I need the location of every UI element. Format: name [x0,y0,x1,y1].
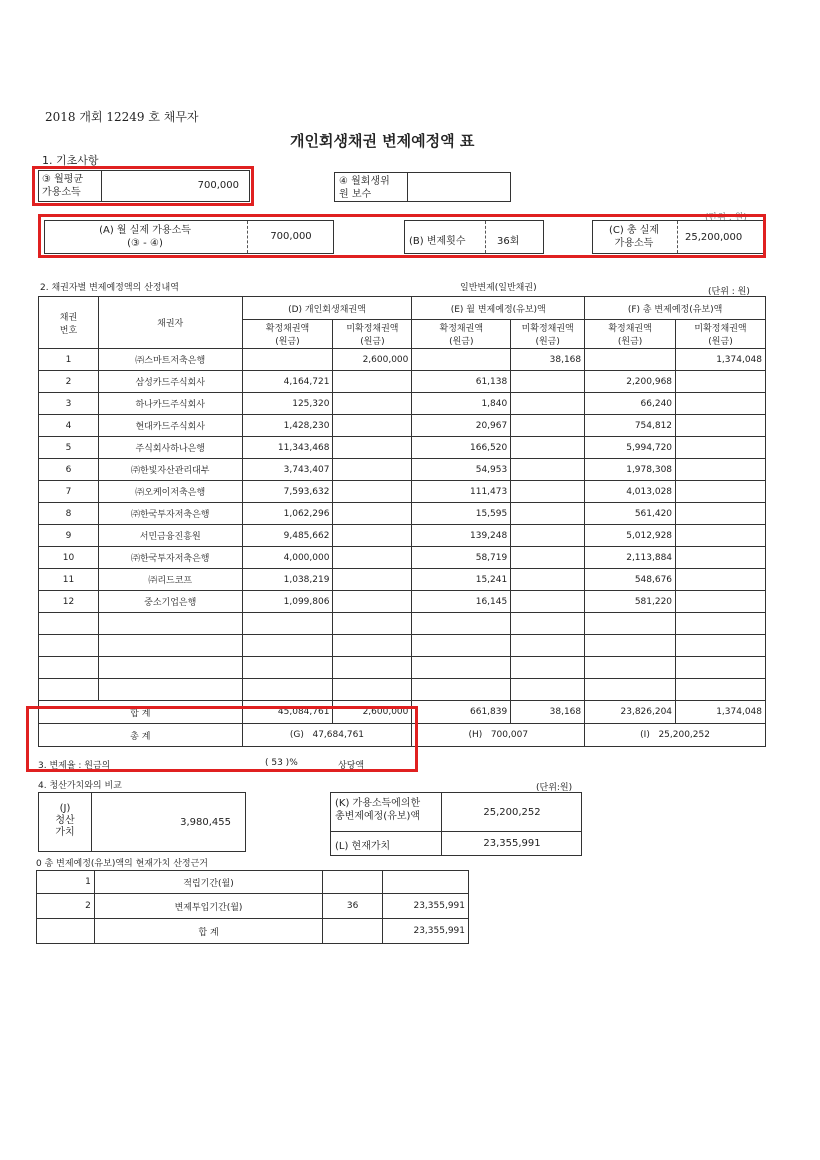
income-value: 700,000 [197,180,239,191]
pv-row2-no: 2 [37,894,95,919]
total-label: 총 계 [39,724,243,747]
cell-creditor: ㈜오케이저축은행 [98,481,242,503]
cell-f-confirmed: 4,013,028 [585,481,676,503]
cell-d-unconfirmed [333,459,412,481]
cell-d-confirmed: 1,062,296 [242,503,333,525]
j-box [38,792,246,852]
cell-creditor: ㈜스마트저축은행 [98,349,242,371]
cell-d-unconfirmed [333,569,412,591]
cell-e-confirmed: 16,145 [412,591,511,613]
total-i [585,724,766,747]
cell-no: 5 [39,437,99,459]
cell-f-confirmed [585,349,676,371]
cell-f-unconfirmed [676,525,766,547]
cell-f-unconfirmed [676,503,766,525]
k-label: (K) 가용소득에의한 총변제예정(유보)액 [335,798,421,822]
cell-f-confirmed: 2,200,968 [585,371,676,393]
highlight-totals [26,706,418,772]
pv-row1-value [383,871,469,894]
cell-f-unconfirmed [676,437,766,459]
cell-no: 1 [39,349,99,371]
cell-creditor: ㈜한국투자저축은행 [98,503,242,525]
cell-e-confirmed: 58,719 [412,547,511,569]
table-row [39,547,766,569]
sum-f-confirmed: 23,826,204 [585,701,676,724]
col-header-d: (D) 개인회생채권액 [242,297,412,320]
cell-e-unconfirmed [511,437,585,459]
unit-label-2: (단위 : 원) [708,287,750,297]
table-row [39,679,766,701]
cell-f-unconfirmed [676,591,766,613]
table-row [39,569,766,591]
cell-f-confirmed: 5,994,720 [585,437,676,459]
cell-d-confirmed: 1,038,219 [242,569,333,591]
cell-e-unconfirmed [511,635,585,657]
cell-e-unconfirmed [511,459,585,481]
cell-f-confirmed: 2,113,884 [585,547,676,569]
cell-e-confirmed: 111,473 [412,481,511,503]
cell-creditor: 서민금융진흥원 [98,525,242,547]
cell-e-confirmed [412,349,511,371]
cell-e-unconfirmed [511,525,585,547]
cell-d-unconfirmed [333,591,412,613]
j-value: 3,980,455 [180,817,231,828]
cell-d-confirmed [242,349,333,371]
cell-d-unconfirmed [333,503,412,525]
cell-e-confirmed [412,635,511,657]
cell-d-unconfirmed: 2,600,000 [333,349,412,371]
table-row [39,613,766,635]
cell-f-unconfirmed [676,371,766,393]
cell-f-unconfirmed [676,569,766,591]
cell-d-confirmed: 11,343,468 [242,437,333,459]
section2-subtitle: 일반변제(일반채권) [460,283,537,293]
cell-d-confirmed: 4,000,000 [242,547,333,569]
pv-row1-label: 적립기간(월) [94,871,322,894]
col-header-f-confirmed: 확정채권액 (원금) [585,320,676,349]
page-title: 개인회생채권 변제예정액 표 [290,132,475,150]
table-row [39,437,766,459]
table-row [39,393,766,415]
section5-title: 0 총 변제예정(유보)액의 현재가치 산정근거 [36,859,208,869]
cell-creditor [98,679,242,701]
pv-row2-value: 23,355,991 [383,894,469,919]
cell-e-unconfirmed [511,415,585,437]
cell-no: 6 [39,459,99,481]
cell-d-confirmed [242,679,333,701]
cell-e-confirmed [412,679,511,701]
cell-d-confirmed: 4,164,721 [242,371,333,393]
l-label: (L) 현재가치 [335,841,391,852]
cell-e-confirmed [412,613,511,635]
cell-no: 2 [39,371,99,393]
sum-e-unconfirmed: 38,168 [511,701,585,724]
cell-no: 7 [39,481,99,503]
highlight-income [32,166,254,206]
col-header-creditor: 채권자 [98,297,242,349]
pv-row3-count [323,919,383,944]
cell-f-confirmed: 754,812 [585,415,676,437]
cell-no: 4 [39,415,99,437]
cell-e-unconfirmed [511,679,585,701]
cell-f-confirmed [585,635,676,657]
cell-e-confirmed: 15,241 [412,569,511,591]
total-h [412,724,585,747]
pv-row3-value: 23,355,991 [383,919,469,944]
cell-f-unconfirmed [676,415,766,437]
unit-label-1: (단위 : 원) [705,213,747,223]
cell-creditor: 중소기업은행 [98,591,242,613]
table-row [39,503,766,525]
cell-f-unconfirmed: 1,374,048 [676,349,766,371]
cell-e-unconfirmed [511,481,585,503]
present-value-table [36,870,469,944]
sum-e-confirmed: 661,839 [412,701,511,724]
col-header-no: 채권 번호 [39,297,99,349]
cell-d-confirmed: 1,099,806 [242,591,333,613]
cell-e-confirmed: 54,953 [412,459,511,481]
cell-e-unconfirmed: 38,168 [511,349,585,371]
col-header-e-unconfirmed: 미확정채권액 (원금) [511,320,585,349]
cell-f-confirmed: 581,220 [585,591,676,613]
cell-d-confirmed: 3,743,407 [242,459,333,481]
g-label: (G) [289,730,304,740]
section3-rate: ( 53 )% [265,758,298,768]
trustee-label: ④ 월회생위 원 보수 [339,176,390,200]
cell-d-confirmed [242,635,333,657]
cell-d-unconfirmed [333,481,412,503]
cell-f-unconfirmed [676,547,766,569]
cell-d-confirmed [242,657,333,679]
cell-no: 9 [39,525,99,547]
cell-e-unconfirmed [511,393,585,415]
table-row [39,657,766,679]
cell-d-unconfirmed [333,547,412,569]
cell-f-unconfirmed [676,613,766,635]
cell-no [39,679,99,701]
cell-creditor [98,657,242,679]
cell-f-confirmed: 548,676 [585,569,676,591]
cell-creditor [98,613,242,635]
cell-creditor [98,635,242,657]
table-row [39,415,766,437]
trustee-box [334,172,511,202]
cell-f-confirmed [585,679,676,701]
cell-e-confirmed: 20,967 [412,415,511,437]
cell-d-confirmed: 1,428,230 [242,415,333,437]
cell-f-confirmed: 5,012,928 [585,525,676,547]
col-header-f: (F) 총 변제예정(유보)액 [585,297,766,320]
unit-label-4: (단위:원) [536,783,573,793]
cell-e-unconfirmed [511,657,585,679]
cell-creditor: 주식회사하나은행 [98,437,242,459]
col-header-e-confirmed: 확정채권액 (원금) [412,320,511,349]
c-label: (C) 총 실제 가용소득 [608,225,660,249]
cell-d-confirmed: 7,593,632 [242,481,333,503]
cell-creditor: ㈜리드코프 [98,569,242,591]
col-header-d-confirmed: 확정채권액 (원금) [242,320,333,349]
cell-d-confirmed: 125,320 [242,393,333,415]
cell-f-unconfirmed [676,657,766,679]
income-label: ③ 월평균 가용소득 [42,174,84,198]
b-value: 36회 [497,236,520,247]
kl-box [330,792,582,856]
sum-f-unconfirmed: 1,374,048 [676,701,766,724]
cell-no: 11 [39,569,99,591]
b-label: (B) 변제횟수 [409,236,466,247]
cell-no [39,613,99,635]
cell-no: 8 [39,503,99,525]
cell-e-confirmed: 15,595 [412,503,511,525]
cell-d-confirmed [242,613,333,635]
table-row [39,635,766,657]
case-number-line: 2018 개회 12249 호 채무자 [45,110,199,124]
pv-row1-no: 1 [37,871,95,894]
cell-d-unconfirmed [333,657,412,679]
pv-row3-label: 합 계 [94,919,322,944]
cell-d-unconfirmed [333,525,412,547]
cell-d-unconfirmed [333,635,412,657]
col-header-d-unconfirmed: 미확정채권액 (원금) [333,320,412,349]
sum-d-confirmed: 45,084,761 [242,701,333,724]
l-value: 23,355,991 [483,838,541,849]
cell-d-unconfirmed [333,371,412,393]
pv-row3-no [37,919,95,944]
cell-d-unconfirmed [333,393,412,415]
highlight-abc [38,214,766,258]
i-label: (I) [640,730,650,740]
cell-d-unconfirmed [333,437,412,459]
cell-e-confirmed: 166,520 [412,437,511,459]
cell-d-unconfirmed [333,679,412,701]
cell-no: 10 [39,547,99,569]
j-label: (J) 청산 가치 [55,803,75,838]
section2-title: 2. 채권자별 변제예정액의 산정내역 [40,283,179,293]
cell-no: 12 [39,591,99,613]
a-value: 700,000 [270,231,312,242]
cell-e-confirmed: 61,138 [412,371,511,393]
cell-e-confirmed: 1,840 [412,393,511,415]
cell-f-unconfirmed [676,635,766,657]
cell-d-unconfirmed [333,415,412,437]
cell-d-unconfirmed [333,613,412,635]
section4-title: 4. 청산가치와의 비교 [38,781,122,791]
cell-f-confirmed: 66,240 [585,393,676,415]
cell-f-confirmed: 561,420 [585,503,676,525]
a-label: (A) 월 실제 가용소득 (③ - ④) [99,225,191,249]
cell-creditor: ㈜한국투자저축은행 [98,547,242,569]
cell-e-confirmed: 139,248 [412,525,511,547]
cell-e-unconfirmed [511,569,585,591]
section3-label: 3. 변제율 : 원금의 [38,761,111,771]
creditor-table [38,296,766,747]
col-header-f-unconfirmed: 미확정채권액 (원금) [676,320,766,349]
cell-f-confirmed [585,613,676,635]
cell-no [39,635,99,657]
cell-f-unconfirmed [676,481,766,503]
table-row [39,459,766,481]
cell-creditor: 현대카드주식회사 [98,415,242,437]
cell-creditor: 하나카드주식회사 [98,393,242,415]
cell-no: 3 [39,393,99,415]
cell-f-confirmed: 1,978,308 [585,459,676,481]
cell-e-unconfirmed [511,591,585,613]
cell-e-unconfirmed [511,547,585,569]
h-value: 700,007 [490,730,529,740]
table-row [39,371,766,393]
cell-f-unconfirmed [676,393,766,415]
section3-suffix: 상당액 [338,761,365,771]
col-header-e: (E) 월 변제예정(유보)액 [412,297,585,320]
section1-title: 1. 기초사항 [42,154,99,167]
cell-e-unconfirmed [511,613,585,635]
table-row [39,525,766,547]
table-row [39,349,766,371]
pv-row2-label: 변제투입기간(월) [94,894,322,919]
h-label: (H) [468,730,483,740]
table-row [39,591,766,613]
pv-row2-count: 36 [323,894,383,919]
cell-creditor: 삼성카드주식회사 [98,371,242,393]
i-value: 25,200,252 [658,730,710,740]
cell-d-confirmed: 9,485,662 [242,525,333,547]
cell-e-unconfirmed [511,371,585,393]
sum-label: 합 계 [39,701,243,724]
sum-d-unconfirmed: 2,600,000 [333,701,412,724]
cell-no [39,657,99,679]
table-row [39,481,766,503]
cell-f-confirmed [585,657,676,679]
cell-f-unconfirmed [676,459,766,481]
g-value: 47,684,761 [312,730,365,740]
k-value: 25,200,252 [483,807,541,818]
cell-f-unconfirmed [676,679,766,701]
cell-e-unconfirmed [511,503,585,525]
c-value: 25,200,000 [685,232,743,243]
cell-creditor: ㈜한빛자산관리대부 [98,459,242,481]
pv-row1-count [323,871,383,894]
cell-e-confirmed [412,657,511,679]
